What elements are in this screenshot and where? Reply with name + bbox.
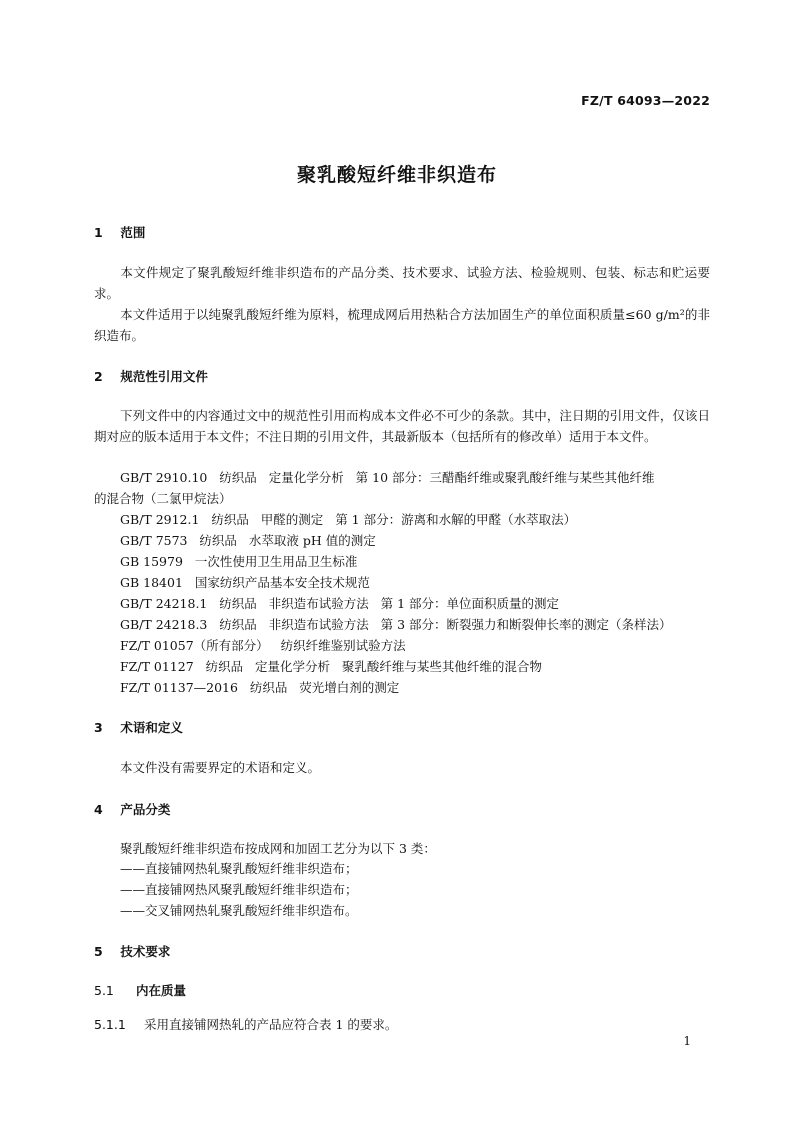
standard-code: FZ/T 64093—2022 (581, 93, 710, 108)
section-number: 2 (94, 369, 103, 384)
reference-item: GB 15979 一次性使用卫生用品卫生标准 (120, 554, 358, 569)
section-heading-2 (94, 367, 208, 385)
clause-text: 采用直接铺网热轧的产品应符合表 1 的要求。 (143, 1017, 398, 1032)
section-heading-3 (94, 718, 183, 736)
paragraph: 本文件规定了聚乳酸短纤维非织造布的产品分类、技术要求、试验方法、检验规则、包装、标志和贮运要求。 (94, 265, 710, 301)
reference-item: FZ/T 01137—2016 纺织品 荧光增白剂的测定 (120, 680, 400, 695)
section-heading-5 (94, 942, 170, 960)
paragraph: 本文件适用于以纯聚乳酸短纤维为原料，梳理成网后用热粘合方法加固生产的单位面积质量≤60 g/m²的非织造布。 (94, 307, 710, 343)
section-number: 4 (94, 802, 103, 817)
section-number: 3 (94, 720, 103, 735)
section-number: 1 (94, 225, 103, 240)
section-title: 术语和定义 (120, 720, 183, 735)
section-title: 技术要求 (120, 944, 171, 959)
reference-item: GB/T 24218.1 纺织品 非织造布试验方法 第 1 部分：单位面积质量的测定 (120, 596, 560, 611)
reference-item: FZ/T 01057（所有部分） 纺织纤维鉴别试验方法 (120, 638, 406, 653)
reference-item: GB/T 24218.3 纺织品 非织造布试验方法 第 3 部分：断裂强力和断裂伸长率的测定（条样法） (120, 617, 672, 632)
subsection-number: 5.1 (94, 983, 114, 998)
paragraph: 聚乳酸短纤维非织造布按成网和加固工艺分为以下 3 类： (120, 841, 436, 856)
reference-item: GB 18401 国家纺织产品基本安全技术规范 (120, 575, 370, 590)
reference-item: FZ/T 01127 纺织品 定量化学分析 聚乳酸纤维与某些其他纤维的混合物 (120, 659, 542, 674)
clause-5-1-1 (94, 1015, 397, 1033)
list-item: ——直接铺网热风聚乳酸短纤维非织造布； (120, 882, 358, 897)
section-heading-1 (94, 223, 145, 241)
section-title: 产品分类 (120, 802, 171, 817)
subsection-heading-5-1 (94, 981, 186, 999)
section-heading-4 (94, 800, 170, 818)
page-number: 1 (683, 1034, 691, 1048)
paragraph: 下列文件中的内容通过文中的规范性引用而构成本文件必不可少的条款。其中，注日期的引用文件，仅该日期对应的版本适用于本文件；不注日期的引用文件，其最新版本（包括所有的修改单）适用于本文件。 (94, 408, 710, 444)
clause-number: 5.1.1 (94, 1017, 126, 1032)
list-item: ——直接铺网热轧聚乳酸短纤维非织造布； (120, 861, 358, 876)
section-title: 规范性引用文件 (120, 369, 208, 384)
reference-item: GB/T 2910.10 纺织品 定量化学分析 第 10 部分：三醋酯纤维或聚乳酸纤维与某些其他纤维 (120, 470, 655, 485)
reference-item-continuation: 的混合物（二氯甲烷法） (94, 491, 232, 506)
paragraph: 本文件没有需要界定的术语和定义。 (120, 760, 321, 775)
section-number: 5 (94, 944, 103, 959)
subsection-title: 内在质量 (135, 983, 186, 998)
reference-item: GB/T 7573 纺织品 水萃取液 pH 值的测定 (120, 533, 376, 548)
reference-item: GB/T 2912.1 纺织品 甲醛的测定 第 1 部分：游离和水解的甲醛（水萃取法） (120, 512, 577, 527)
section-title: 范围 (120, 225, 146, 240)
list-item: ——交叉铺网热轧聚乳酸短纤维非织造布。 (120, 903, 358, 918)
document-title: 聚乳酸短纤维非织造布 (296, 164, 497, 186)
